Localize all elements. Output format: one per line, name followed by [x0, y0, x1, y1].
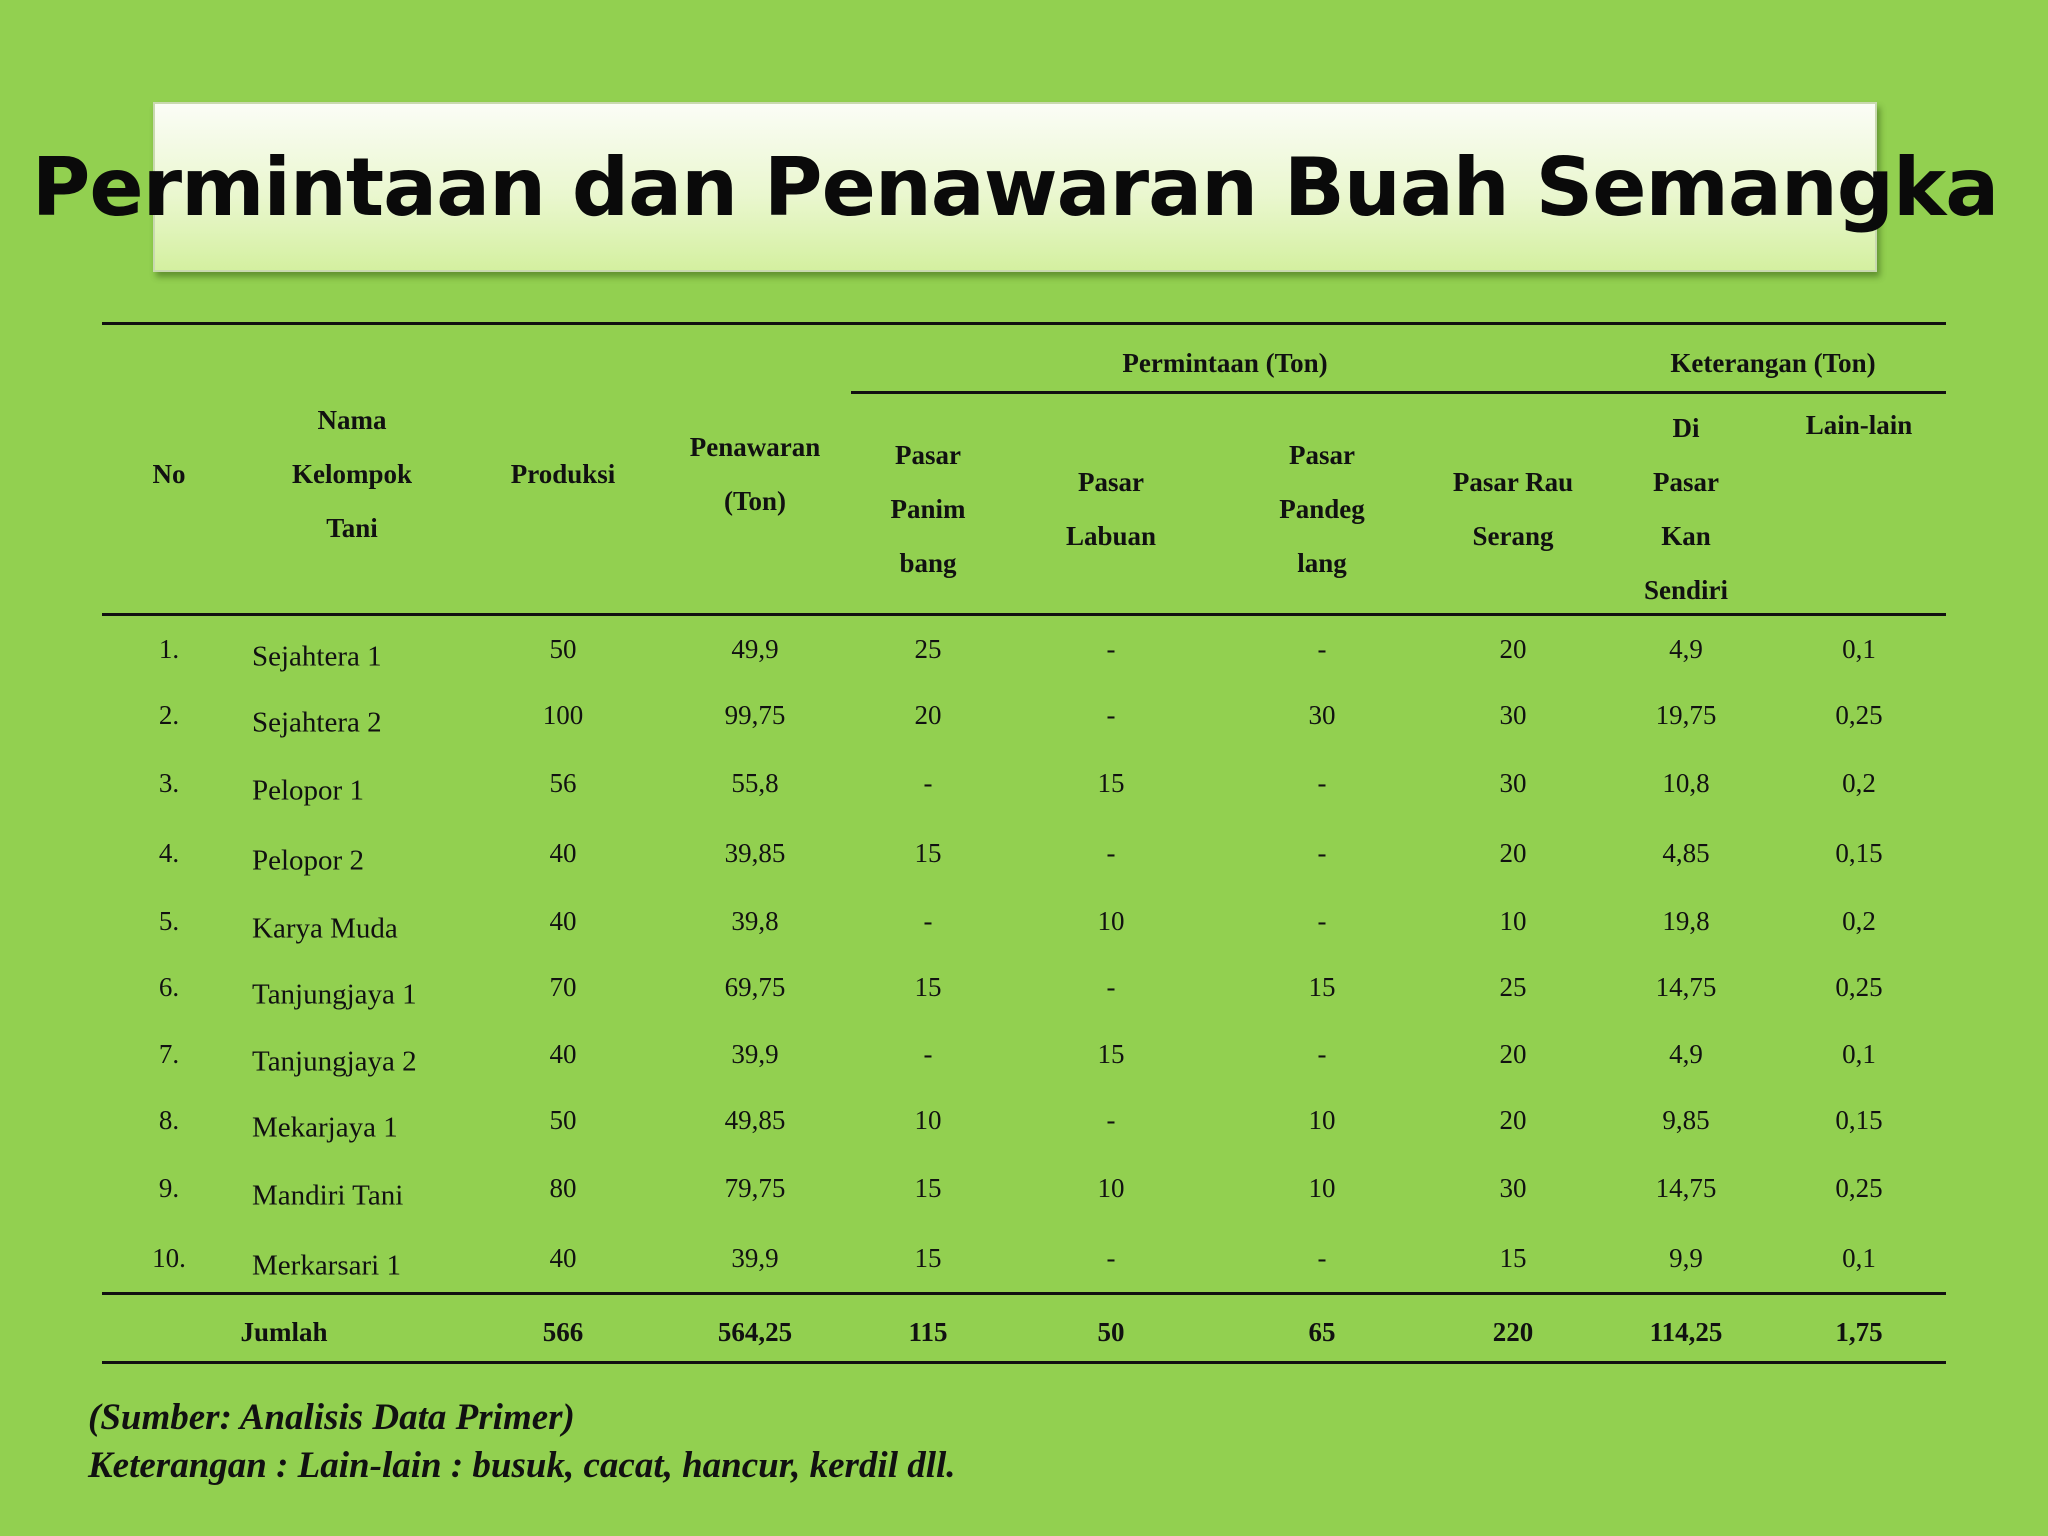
cell-sendiri: 19,8	[1662, 906, 1710, 936]
column-header-sendiri: Pasar	[1653, 467, 1719, 497]
cell-lain: 0,1	[1842, 634, 1876, 664]
column-header-rau: Serang	[1472, 521, 1554, 551]
cell-lain: 0,25	[1835, 1173, 1883, 1203]
cell-pandeglang: 30	[1308, 700, 1336, 730]
cell-labuan: -	[1106, 838, 1116, 868]
column-header-panimbang: bang	[899, 548, 957, 578]
cell-lain: 0,2	[1842, 906, 1876, 936]
cell-lain: 0,25	[1835, 700, 1883, 730]
total-sendiri: 114,25	[1649, 1317, 1723, 1347]
cell-rau: 10	[1499, 906, 1527, 936]
column-header-lain: Lain-lain	[1805, 410, 1913, 440]
group-name: Tanjungjaya 1	[252, 978, 417, 1011]
column-header-nama: Kelompok	[291, 459, 413, 489]
column-header-sendiri: Sendiri	[1643, 575, 1729, 605]
cell-pandeglang: -	[1317, 906, 1327, 936]
cell-sendiri: 19,75	[1655, 700, 1717, 730]
cell-rau: 30	[1499, 1173, 1527, 1203]
column-header-no: No	[152, 459, 186, 489]
row-number: 5.	[158, 906, 180, 936]
cell-sendiri: 4,9	[1669, 634, 1703, 664]
cell-pandeglang: -	[1317, 634, 1327, 664]
row-number: 1.	[158, 634, 180, 664]
total-labuan: 50	[1097, 1317, 1125, 1347]
cell-produksi: 50	[549, 634, 577, 664]
cell-panimbang: 25	[914, 634, 942, 664]
cell-produksi: 80	[549, 1173, 577, 1203]
cell-pandeglang: -	[1317, 1243, 1327, 1273]
cell-penawaran: 39,9	[731, 1243, 779, 1273]
cell-pandeglang: -	[1317, 838, 1327, 868]
cell-penawaran: 49,9	[731, 634, 779, 664]
cell-produksi: 40	[549, 906, 577, 936]
cell-panimbang: -	[923, 906, 933, 936]
legend-note: Keterangan : Lain-lain : busuk, cacat, hancur, kerdil dll.	[88, 1445, 956, 1486]
cell-penawaran: 39,85	[724, 838, 786, 868]
cell-sendiri: 9,9	[1669, 1243, 1703, 1273]
cell-penawaran: 69,75	[724, 972, 786, 1002]
cell-labuan: -	[1106, 634, 1116, 664]
row-number: 2.	[158, 700, 180, 730]
total-lain: 1,75	[1835, 1317, 1883, 1347]
cell-labuan: -	[1106, 972, 1116, 1002]
cell-pandeglang: 10	[1308, 1173, 1336, 1203]
cell-rau: 25	[1499, 972, 1527, 1002]
cell-produksi: 70	[549, 972, 577, 1002]
cell-produksi: 40	[549, 1039, 577, 1069]
cell-produksi: 100	[542, 700, 584, 730]
row-number: 9.	[158, 1173, 180, 1203]
cell-lain: 0,1	[1842, 1039, 1876, 1069]
cell-sendiri: 14,75	[1655, 972, 1717, 1002]
cell-sendiri: 14,75	[1655, 1173, 1717, 1203]
group-name: Merkarsari 1	[252, 1249, 401, 1282]
row-number: 4.	[158, 838, 180, 868]
total-pandeglang: 65	[1308, 1317, 1336, 1347]
cell-rau: 20	[1499, 838, 1527, 868]
permintaan-group-header: Permintaan (Ton)	[1122, 348, 1328, 378]
column-header-panimbang: Panim	[890, 494, 966, 524]
cell-panimbang: 15	[914, 838, 942, 868]
cell-penawaran: 39,9	[731, 1039, 779, 1069]
cell-labuan: 15	[1097, 768, 1125, 798]
column-header-nama: Tani	[326, 513, 378, 543]
title-banner	[31, 102, 1999, 272]
cell-produksi: 40	[549, 1243, 577, 1273]
column-header-pandeglang: lang	[1297, 548, 1347, 578]
group-name: Karya Muda	[252, 912, 398, 945]
cell-penawaran: 79,75	[724, 1173, 786, 1203]
group-name: Pelopor 2	[252, 844, 364, 877]
group-name: Sejahtera 1	[252, 640, 382, 673]
cell-penawaran: 55,8	[731, 768, 779, 798]
cell-labuan: 15	[1097, 1039, 1125, 1069]
cell-labuan: 10	[1097, 906, 1125, 936]
cell-rau: 30	[1499, 700, 1527, 730]
cell-lain: 0,15	[1835, 838, 1883, 868]
cell-labuan: -	[1106, 1105, 1116, 1135]
cell-produksi: 56	[549, 768, 577, 798]
row-number: 3.	[158, 768, 180, 798]
column-header-labuan: Labuan	[1065, 521, 1157, 551]
cell-sendiri: 9,85	[1662, 1105, 1710, 1135]
cell-panimbang: 15	[914, 1173, 942, 1203]
page-title: Permintaan dan Penawaran Buah Semangka	[31, 140, 1999, 234]
cell-rau: 20	[1499, 1105, 1527, 1135]
column-header-penawaran: (Ton)	[723, 486, 787, 516]
total-label: Jumlah	[240, 1317, 328, 1347]
cell-panimbang: -	[923, 768, 933, 798]
cell-labuan: 10	[1097, 1173, 1125, 1203]
column-header-panimbang: Pasar	[895, 440, 961, 470]
cell-rau: 15	[1499, 1243, 1527, 1273]
cell-panimbang: 10	[914, 1105, 942, 1135]
table-top-rule	[102, 322, 1946, 325]
permintaan-group-rule	[851, 391, 1946, 394]
column-header-rau: Pasar Rau	[1452, 467, 1574, 497]
row-number: 6.	[158, 972, 180, 1002]
cell-sendiri: 4,9	[1669, 1039, 1703, 1069]
cell-panimbang: 15	[914, 1243, 942, 1273]
group-name: Tanjungjaya 2	[252, 1045, 417, 1078]
total-panimbang: 115	[908, 1317, 948, 1347]
row-number: 8.	[158, 1105, 180, 1135]
group-name: Sejahtera 2	[252, 706, 382, 739]
cell-rau: 30	[1499, 768, 1527, 798]
column-header-sendiri: Kan	[1661, 521, 1711, 551]
column-header-labuan: Pasar	[1078, 467, 1144, 497]
row-number: 10.	[152, 1243, 186, 1273]
cell-lain: 0,1	[1842, 1243, 1876, 1273]
cell-produksi: 50	[549, 1105, 577, 1135]
cell-pandeglang: -	[1317, 768, 1327, 798]
source-note: (Sumber: Analisis Data Primer)	[88, 1397, 575, 1438]
cell-penawaran: 39,8	[731, 906, 779, 936]
column-header-penawaran: Penawaran	[689, 432, 821, 462]
column-header-sendiri: Di	[1672, 413, 1700, 443]
total-produksi: 566	[542, 1317, 584, 1347]
cell-pandeglang: 10	[1308, 1105, 1336, 1135]
group-name: Mandiri Tani	[252, 1179, 404, 1212]
cell-lain: 0,25	[1835, 972, 1883, 1002]
row-number: 7.	[158, 1039, 180, 1069]
group-name: Mekarjaya 1	[252, 1111, 398, 1144]
cell-rau: 20	[1499, 634, 1527, 664]
column-header-nama: Nama	[317, 405, 387, 435]
cell-panimbang: -	[923, 1039, 933, 1069]
cell-sendiri: 10,8	[1662, 768, 1710, 798]
column-header-produksi: Produksi	[510, 459, 616, 489]
cell-pandeglang: 15	[1308, 972, 1336, 1002]
column-header-pandeglang: Pandeg	[1279, 494, 1365, 524]
table-bottom-rule	[102, 1361, 1946, 1364]
cell-labuan: -	[1106, 1243, 1116, 1273]
keterangan-group-header: Keterangan (Ton)	[1670, 348, 1876, 378]
cell-penawaran: 49,85	[724, 1105, 786, 1135]
cell-panimbang: 15	[914, 972, 942, 1002]
total-rau: 220	[1492, 1317, 1534, 1347]
cell-rau: 20	[1499, 1039, 1527, 1069]
cell-pandeglang: -	[1317, 1039, 1327, 1069]
cell-sendiri: 4,85	[1662, 838, 1710, 868]
total-top-rule	[102, 1292, 1946, 1295]
total-penawaran: 564,25	[717, 1317, 793, 1347]
cell-panimbang: 20	[914, 700, 942, 730]
cell-penawaran: 99,75	[724, 700, 786, 730]
cell-lain: 0,2	[1842, 768, 1876, 798]
column-header-pandeglang: Pasar	[1289, 440, 1355, 470]
cell-lain: 0,15	[1835, 1105, 1883, 1135]
group-name: Pelopor 1	[252, 774, 364, 807]
cell-labuan: -	[1106, 700, 1116, 730]
cell-produksi: 40	[549, 838, 577, 868]
